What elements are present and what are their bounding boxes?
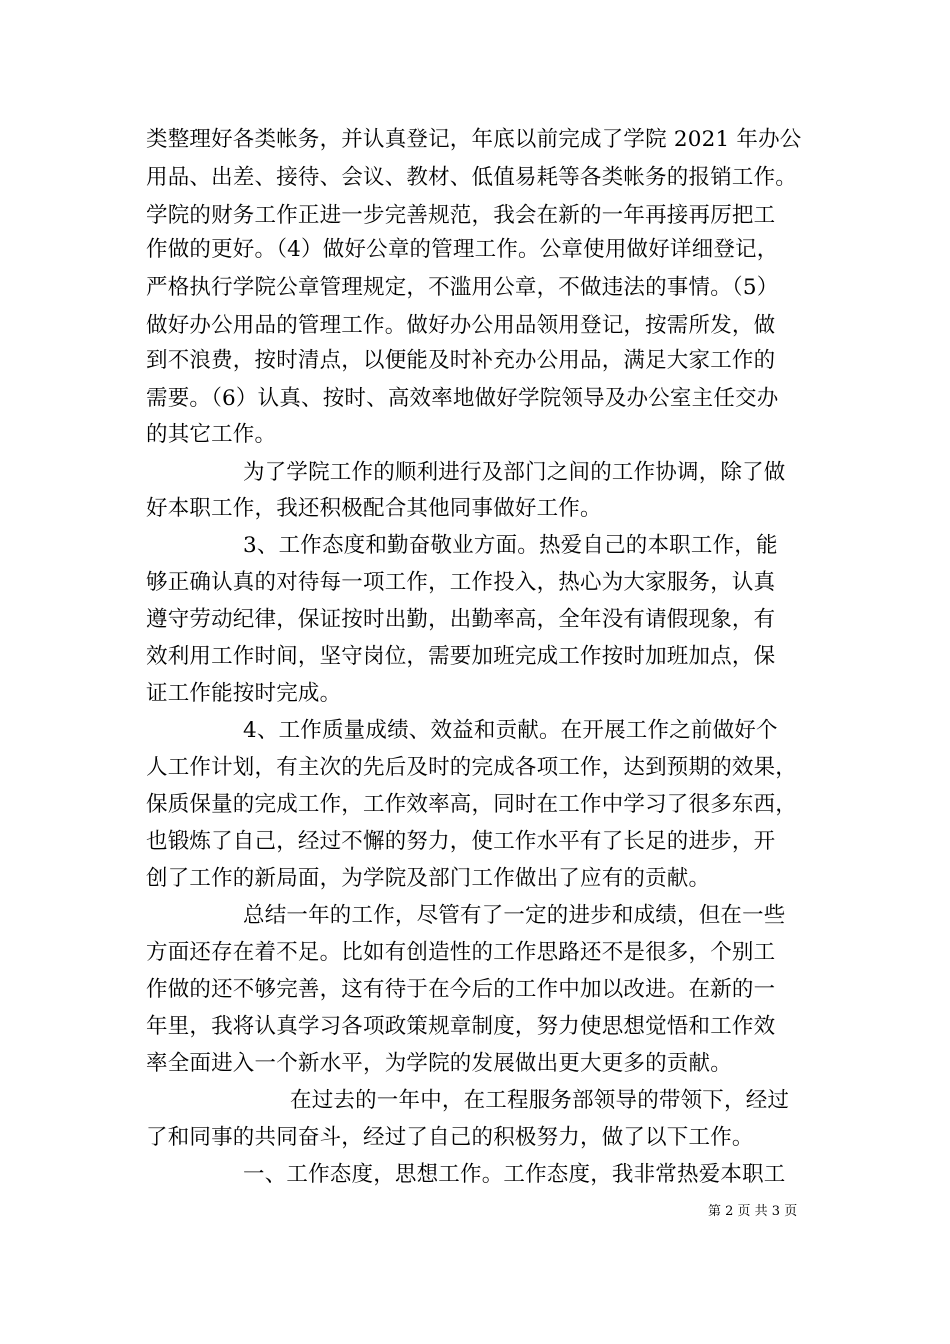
text-line: 年里，我将认真学习各项政策规章制度，努力使思想觉悟和工作效 [146,1014,776,1039]
text-line: 了和同事的共同奋斗，经过了自己的积极努力，做了以下工作。 [146,1125,754,1150]
paragraph-first-line: 总结一年的工作，尽管有了一定的进步和成绩，但在一些 [243,903,786,928]
text-line: 证工作能按时完成。 [146,681,342,706]
text-line: 作做的更好。（4）做好公章的管理工作。公章使用做好详细登记， [146,237,779,262]
text-line: 类整理好各类帐务，并认真登记，年底以前完成了学院 2021 年办公 [146,127,802,152]
text-line: 用品、出差、接待、会议、教材、低值易耗等各类帐务的报销工作。 [146,165,798,190]
text-line: 作做的还不够完善，这有待于在今后的工作中加以改进。在新的一 [146,977,776,1002]
text-line: 也锻炼了自己，经过不懈的努力，使工作水平有了长足的进步，开 [146,829,776,854]
paragraph-first-line: 为了学院工作的顺利进行及部门之间的工作协调，除了做 [243,460,786,485]
paragraph-first-line: 3、工作态度和勤奋敬业方面。热爱自己的本职工作，能 [243,533,778,558]
text-line: 方面还存在着不足。比如有创造性的工作思路还不是很多，个别工 [146,940,776,965]
paragraph-first-line: 在过去的一年中，在工程服务部领导的带领下，经过 [290,1088,790,1113]
text-line: 遵守劳动纪律，保证按时出勤，出勤率高，全年没有请假现象，有 [146,607,776,632]
page-number: 第 2 页 共 3 页 [708,1204,798,1219]
text-line: 学院的财务工作正进一步完善规范，我会在新的一年再接再厉把工 [146,203,776,228]
text-line: 需要。（6）认真、按时、高效率地做好学院领导及办公室主任交办 [146,386,779,411]
text-line: 够正确认真的对待每一项工作，工作投入，热心为大家服务，认真 [146,570,776,595]
text-line: 严格执行学院公章管理规定，不滥用公章，不做违法的事情。（5） [146,275,779,300]
text-line: 效利用工作时间，坚守岗位，需要加班完成工作按时加班加点，保 [146,644,776,669]
text-line: 做好办公用品的管理工作。做好办公用品领用登记，按需所发，做 [146,313,776,338]
text-line: 创了工作的新局面，为学院及部门工作做出了应有的贡献。 [146,866,711,891]
paragraph-first-line: 一、工作态度，思想工作。工作态度，我非常热爱本职工 [243,1162,786,1187]
text-line: 到不浪费，按时清点，以便能及时补充办公用品，满足大家工作的 [146,348,776,373]
paragraph-first-line: 4、工作质量成绩、效益和贡献。在开展工作之前做好个 [243,718,778,743]
text-line: 的其它工作。 [146,422,277,447]
text-line: 保质保量的完成工作，工作效率高，同时在工作中学习了很多东西， [146,792,798,817]
text-line: 率全面进入一个新水平，为学院的发展做出更大更多的贡献。 [146,1051,732,1076]
text-line: 好本职工作，我还积极配合其他同事做好工作。 [146,496,602,521]
text-line: 人工作计划，有主次的先后及时的完成各项工作，达到预期的效果， [146,755,798,780]
